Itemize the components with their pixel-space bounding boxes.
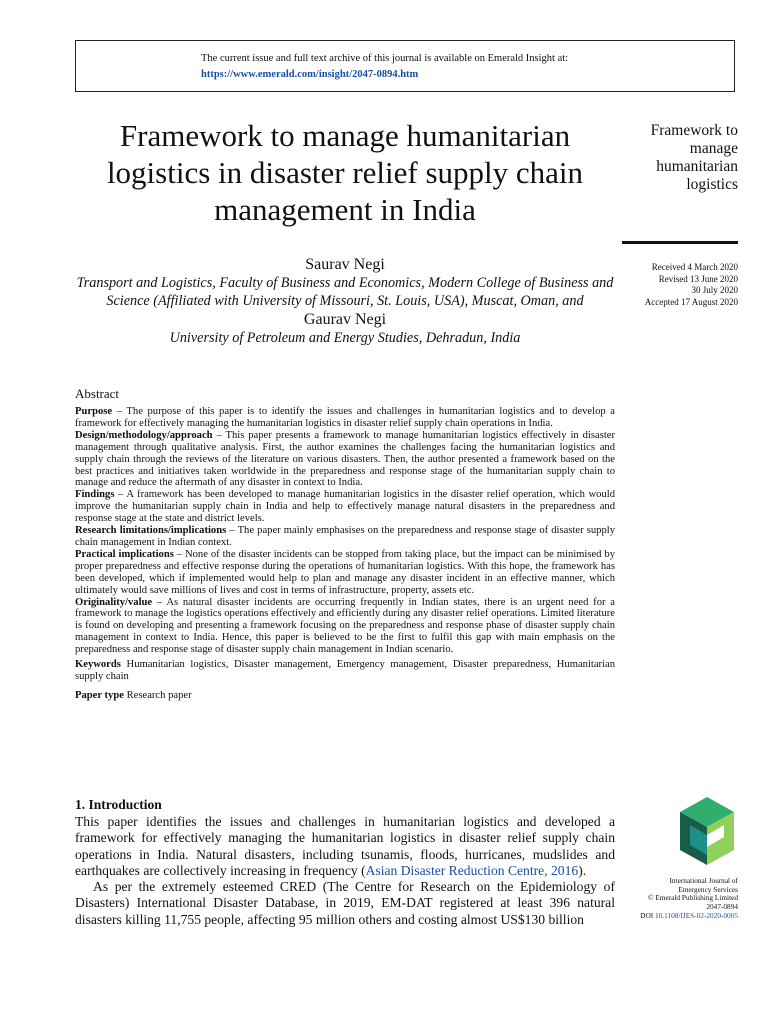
abstract-practical [75, 549, 615, 597]
paper-type [75, 690, 615, 702]
paper-type-label: Paper type [75, 689, 124, 701]
archive-notice-text: The current issue and full text archive of this journal is available on Emerald Insight at: [201, 53, 569, 64]
doi-line [614, 912, 738, 921]
intro-paragraph-2: As per the extremely esteemed CRED (The Centre for Research on the Epidemiology of Disasters) International Disaster Database, in 2019, EM-DAT registered at least 396 natural disasters killing 11,755 people, affecting 95 million others and costing almost US$130 billion [75, 879, 615, 927]
emerald-logo-icon [676, 795, 738, 869]
keywords-text: Humanitarian logistics, Disaster management, Emergency management, Disaster preparedness, Humanitarian supply chain [75, 659, 615, 682]
author-name: Saurav Negi [305, 256, 385, 273]
abstract-design [75, 430, 615, 490]
citation-link[interactable]: Asian Disaster Reduction Centre, 2016 [365, 862, 579, 878]
abstract-limitations [75, 525, 615, 549]
doi-link[interactable]: 10.1108/IJES-02-2020-0005 [654, 910, 738, 920]
introduction-section [75, 797, 615, 928]
paper-type-text: Research paper [123, 689, 192, 701]
abstract-purpose [75, 406, 615, 430]
journal-line: 2047-0894 [706, 902, 738, 912]
running-title: Framework to manage humanitarian logistics [650, 122, 738, 193]
journal-info [614, 877, 738, 921]
author-name: Gaurav Negi [303, 311, 387, 328]
keywords [75, 659, 615, 683]
abstract-section [75, 386, 615, 702]
author-affiliation: University of Petroleum and Energy Studies, Dehradun, India [169, 330, 521, 346]
author-affiliation: Transport and Logistics, Faculty of Business and Economics, Modern College of Business and Science (Affiliated with University of Missouri, St. Louis, USA), Muscat, Oman, and [76, 275, 614, 309]
journal-line: International Journal of [669, 876, 738, 885]
authors-block [70, 255, 620, 348]
section-text: – As natural disaster incidents are occurring frequently in Indian states, there is an urgent need for a framework to manage the logistics operations effectively and efficiently during any disaster relief operations. Limited literature is found on developing and presenting a framework focusing on the preparedness and response phase of disaster supply chain management in context to India. Hence, this paper is believed to be the first to fulfil this gap with main emphasis on the preparedness and response stage of disaster supply chain management in Indian scenario. [75, 596, 615, 656]
revised-date: 30 July 2020 [691, 285, 738, 296]
doi-label: DOI [640, 910, 655, 920]
section-text: – A framework has been developed to manage humanitarian logistics in the disaster relief operation, which would improve the humanitarian supply chain in India and help to effectively manage natural disasters in the preparedness and response stage at the state and district levels. [75, 489, 615, 525]
received-date: Received 4 March 2020 [651, 262, 738, 272]
paragraph-text: ). [578, 862, 587, 878]
abstract-heading: Abstract [75, 386, 120, 401]
section-label: Design/methodology/approach [75, 429, 213, 441]
article-dates [614, 262, 738, 308]
section-label: Purpose [75, 406, 113, 417]
section-label: Research limitations/implications [75, 525, 227, 537]
section-text: – None of the disaster incidents can be stopped from taking place, but the impact can be minimised by proper preparedness and effective response during the operations of humanitarian logistics. With this hope, the framework has been developed, which if implemented would help to plan and manage any disaster incident in an effective manner, which ultimately would save millions of lives and cost in terms of infrastructure, property, assets etc. [75, 548, 615, 596]
revised-date: Revised 13 June 2020 [658, 273, 738, 284]
journal-url-link[interactable]: https://www.emerald.com/insight/2047-0894.htm [201, 69, 419, 80]
keywords-label: Keywords [75, 659, 121, 671]
introduction-heading: 1. Introduction [75, 797, 162, 812]
section-label: Practical implications [75, 548, 174, 560]
abstract-originality [75, 597, 615, 657]
accepted-date: Accepted 17 August 2020 [644, 296, 738, 307]
section-text: – This paper presents a framework to manage humanitarian logistics effectively in disaster management through qualitative analysis. First, the author examines the challenges facing the humanitarian logistics and supply chain through the reviews of the literature on various disasters. Then, the author presented a framework based on the best practices and initiatives taken worldwide in the preparedness and response stage of the humanitarian supply chain to manage and reduce the aftermath of any disaster in context to India. [75, 429, 615, 489]
section-label: Originality/value [75, 596, 153, 608]
paper-title: Framework to manage humanitarian logistics in disaster relief supply chain management in India [106, 118, 584, 227]
section-text: – The purpose of this paper is to identify the issues and challenges in humanitarian logistics and to develop a framework for effectively managing the humanitarian logistics in disaster relief supply chain operations in India. [75, 406, 615, 429]
intro-paragraph-1 [75, 814, 615, 879]
sidebar-divider [622, 241, 738, 244]
journal-line: © Emerald Publishing Limited [647, 893, 738, 903]
abstract-findings [75, 489, 615, 525]
section-label: Findings [75, 489, 115, 501]
archive-notice-box [75, 40, 735, 92]
section-text: – The paper mainly emphasises on the preparedness and response stage of disaster supply chain management in Indian context. [75, 525, 615, 548]
journal-line: Emergency Services [678, 884, 738, 894]
paragraph-text: This paper identifies the issues and challenges in humanitarian logistics and developed a framework for effectively managing the humanitarian logistics in disaster relief supply chain operations in India. Natural disasters, including tsunamis, floods, hurricanes, mudslides and earthquakes are collectively increasing in frequency ( [75, 814, 615, 878]
